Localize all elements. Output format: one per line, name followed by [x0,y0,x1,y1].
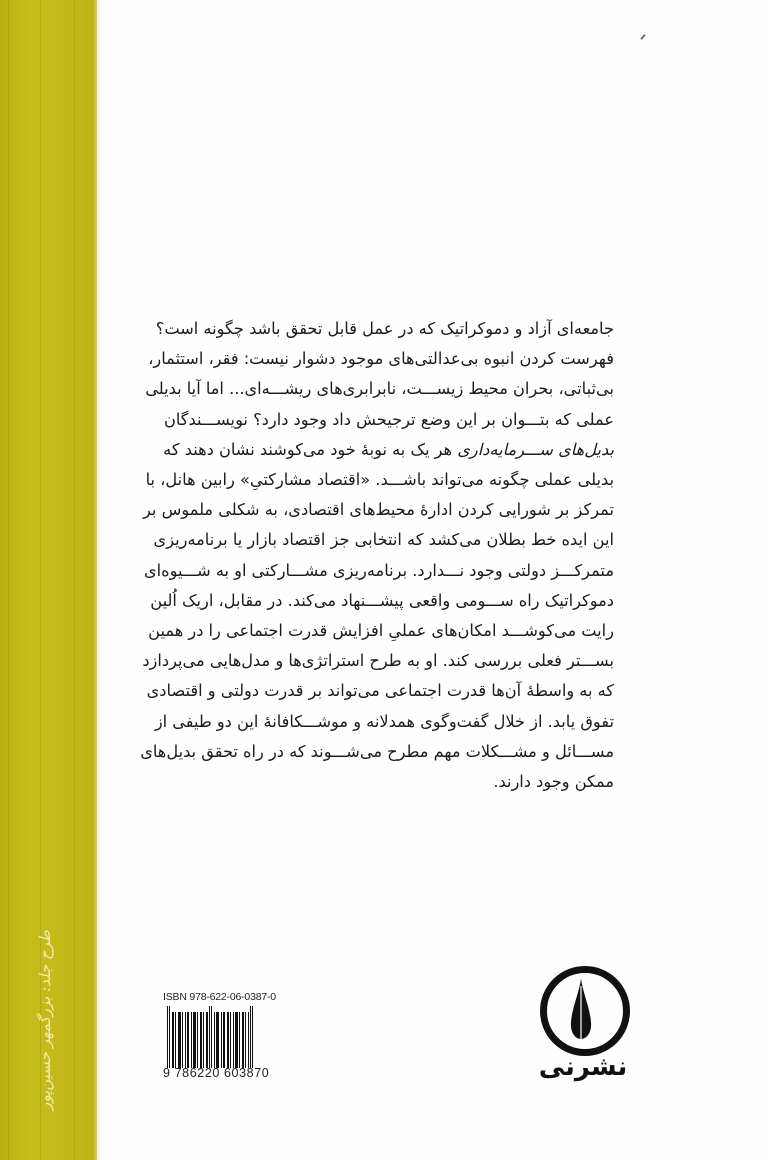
back-cover-blurb [140,314,614,797]
blurb-line: مســـائل و مشـــکلات مهم مطرح می‌شـــوند که در راه تحقق بدیل‌های [140,741,614,761]
print-speck [640,34,645,40]
publisher-logo [536,962,630,1094]
barcode-bars [163,1006,267,1068]
blurb-line: تفوق یابد. از خلال گفت‌وگوی همدلانه و موشـــکافانهٔ این دو طیفی از [154,711,614,731]
barcode-digits: 9 786220 603870 [163,1066,270,1080]
publisher-name: نشرنی [538,1052,628,1082]
blurb-line: ممکن وجود دارند. [493,772,614,792]
blurb-line: که به واسطهٔ آن‌ها قدرت اجتماعی می‌تواند بر قدرت دولتی و اقتصادی [146,681,614,701]
book-title-italic: بدیل‌های ســـرمایه‌داری [457,439,614,459]
blurb-line-with-title [163,435,614,465]
blurb-line: عملی که بتـــوان بر این وضع ترجیحش داد وجود دارد؟ نویســـندگان [163,409,614,429]
blurb-line-rest: هر یک به نوبهٔ خود می‌کوشند نشان دهند که [163,439,453,459]
reed-leaf-icon [566,978,596,1040]
page-edge [97,0,100,1160]
spine-texture-line [8,0,9,1160]
book-spine [0,0,97,1160]
blurb-line: جامعه‌ای آزاد و دموکراتیک که در عمل قابل تحقق باشد چگونه است؟ [155,319,614,338]
blurb-line: رایت می‌کوشـــد امکان‌های عملیِ افزایش قدرت اجتماعی را در همین [148,621,614,641]
blurb-line: تمرکز بر شورایی کردن ادارهٔ محیط‌های اقتصادی، به شکلی ملموس بر [143,500,614,520]
blurb-line: این ایده خط بطلان می‌کشد که انتخابی جز اقتصاد بازار یا برنامه‌ریزی [153,530,614,550]
blurb-line: دموکراتیک راه ســـومی واقعی پیشـــنهاد می‌کند. در مقابل، اریک اُلین [150,590,614,610]
cover-designer-signature [28,930,62,1110]
isbn-label: ISBN 978-622-06-0387-0 [163,991,276,1003]
blurb-line: بی‌ثباتی، بحران محیط زیســـت، نابرابری‌های ریشـــه‌ای... اما آیا بدیلی [145,379,614,399]
blurb-line: بدیلی عملی چگونه می‌تواند باشـــد. «اقتصاد مشارکتیِ» رابین هانل، با [145,470,614,490]
blurb-line: متمرکـــز دولتی وجود نـــدارد. برنامه‌ریزی مشـــارکتی او به شـــیوه‌ای [143,560,614,580]
blurb-line: فهرست کردن انبوه بی‌عدالتی‌های موجود دشوار نیست: فقر، استثمار، [148,349,614,369]
spine-texture-line [74,0,75,1160]
signature-text: طرح جلد: بزرگمهر حسین‌پور [36,930,54,1110]
blurb-line: بســـتر فعلی بررسی کند. او به طرح استراتژی‌ها و مدل‌هایی می‌پردازد [142,651,614,671]
isbn-barcode [163,991,276,1087]
